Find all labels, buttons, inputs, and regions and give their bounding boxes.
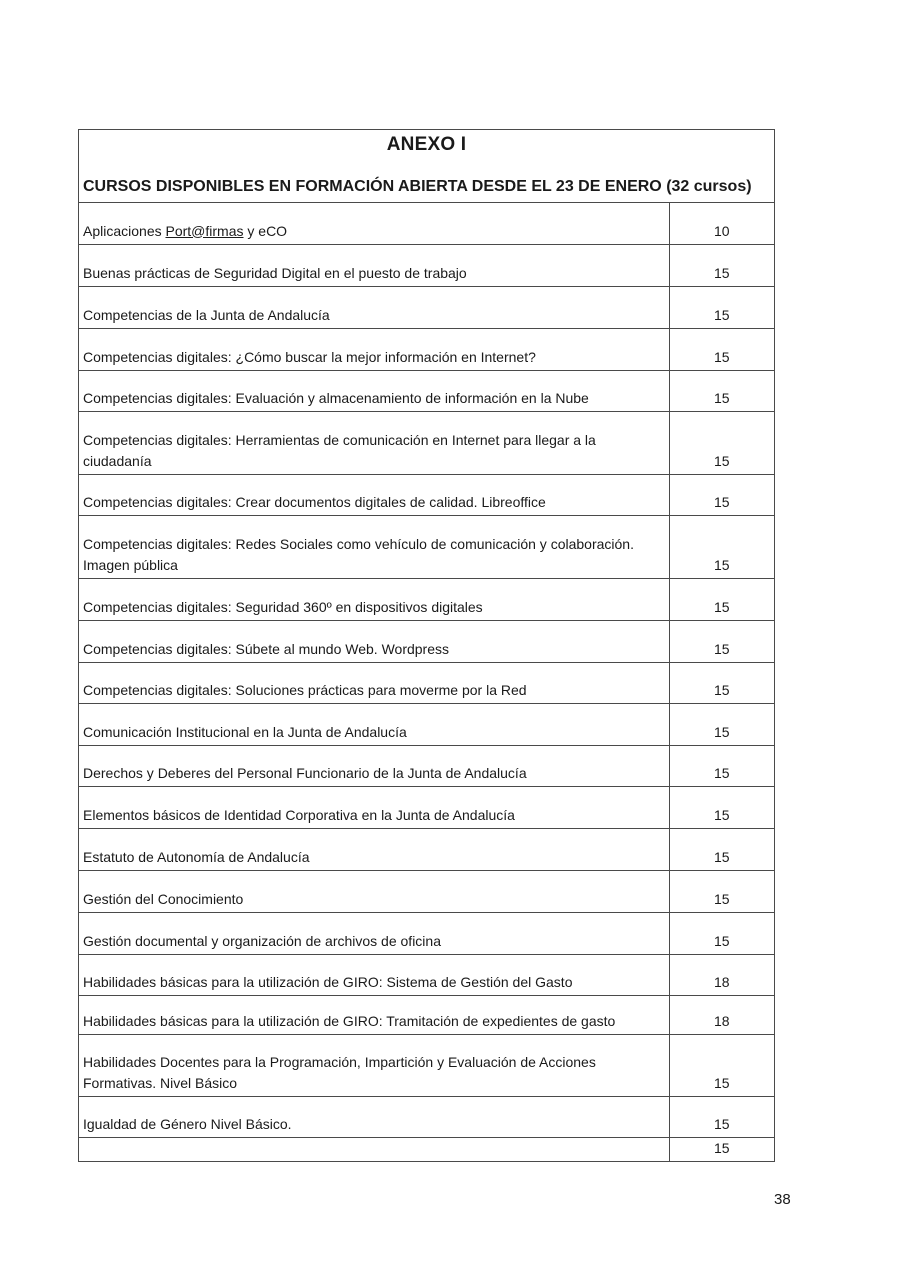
course-hours: 15 [669, 328, 774, 370]
course-hours: 15 [669, 912, 774, 954]
course-name: Competencias digitales: Soluciones prácticas para moverme por la Red [79, 662, 669, 703]
course-hours: 15 [669, 828, 774, 870]
courses-table [79, 203, 774, 1161]
course-name: Habilidades básicas para la utilización de GIRO: Tramitación de expedientes de gasto [79, 995, 669, 1034]
table-row [79, 995, 774, 1034]
course-hours: 18 [669, 995, 774, 1034]
course-name-part: y eCO [243, 222, 288, 239]
table-row [79, 370, 774, 411]
course-name: Habilidades Docentes para la Programación, Impartición y Evaluación de Acciones Formativas. Nivel Básico [79, 1034, 669, 1096]
course-name: Competencias digitales: Redes Sociales como vehículo de comunicación y colaboración. Imagen pública [79, 515, 669, 578]
table-row [79, 474, 774, 515]
course-hours: 15 [669, 620, 774, 662]
annex-table [78, 129, 775, 1162]
table-row [79, 203, 774, 244]
course-hours: 15 [669, 244, 774, 286]
annex-title: ANEXO I [386, 134, 467, 155]
course-name: Competencias digitales: Crear documentos digitales de calidad. Libreoffice [79, 474, 669, 515]
table-row [79, 703, 774, 745]
table-row [79, 411, 774, 474]
course-hours: 15 [669, 703, 774, 745]
course-name: Gestión del Conocimiento [79, 870, 669, 912]
course-name: Competencias de la Junta de Andalucía [79, 286, 669, 328]
course-hours: 18 [669, 954, 774, 995]
course-hours: 10 [669, 203, 774, 244]
course-name [79, 1137, 669, 1161]
table-row [79, 870, 774, 912]
table-row [79, 328, 774, 370]
course-hours: 15 [669, 745, 774, 786]
course-name: Competencias digitales: ¿Cómo buscar la mejor información en Internet? [79, 328, 669, 370]
table-row [79, 244, 774, 286]
course-hours: 15 [669, 515, 774, 578]
course-name: Competencias digitales: Seguridad 360º en dispositivos digitales [79, 578, 669, 620]
course-hours: 15 [669, 286, 774, 328]
course-hours: 15 [669, 411, 774, 474]
course-name: Competencias digitales: Evaluación y almacenamiento de información en la Nube [79, 370, 669, 411]
course-hours: 15 [669, 870, 774, 912]
table-row [79, 745, 774, 786]
table-row [79, 662, 774, 703]
course-name: Elementos básicos de Identidad Corporativa en la Junta de Andalucía [79, 786, 669, 828]
table-row [79, 1034, 774, 1096]
table-row [79, 620, 774, 662]
table-row [79, 1137, 774, 1161]
course-name: Derechos y Deberes del Personal Funcionario de la Junta de Andalucía [79, 745, 669, 786]
table-row [79, 515, 774, 578]
table-row [79, 912, 774, 954]
table-row [79, 578, 774, 620]
table-row [79, 1096, 774, 1137]
course-name: Competencias digitales: Súbete al mundo Web. Wordpress [79, 620, 669, 662]
course-name: Comunicación Institucional en la Junta de Andalucía [79, 703, 669, 745]
course-hours: 15 [669, 662, 774, 703]
course-name: Estatuto de Autonomía de Andalucía [79, 828, 669, 870]
course-name-part: Aplicaciones [83, 222, 166, 239]
page-number: 38 [774, 1191, 791, 1208]
course-name: Competencias digitales: Herramientas de comunicación en Internet para llegar a la ciudadanía [79, 411, 669, 474]
table-row [79, 954, 774, 995]
table-row [79, 786, 774, 828]
course-hours: 15 [669, 474, 774, 515]
course-name: Buenas prácticas de Seguridad Digital en el puesto de trabajo [79, 244, 669, 286]
course-name: Gestión documental y organización de archivos de oficina [79, 912, 669, 954]
course-hours: 15 [669, 578, 774, 620]
table-row [79, 286, 774, 328]
annex-subtitle: CURSOS DISPONIBLES EN FORMACIÓN ABIERTA DESDE EL 23 DE ENERO (32 cursos) [83, 178, 752, 195]
portafirmas-link[interactable]: Port@firmas [165, 222, 244, 239]
course-hours: 15 [669, 1137, 774, 1161]
course-hours: 15 [669, 1034, 774, 1096]
course-name [79, 203, 669, 244]
course-name: Habilidades básicas para la utilización de GIRO: Sistema de Gestión del Gasto [79, 954, 669, 995]
course-name: Igualdad de Género Nivel Básico. [79, 1096, 669, 1137]
table-row [79, 828, 774, 870]
course-hours: 15 [669, 1096, 774, 1137]
course-hours: 15 [669, 370, 774, 411]
course-hours: 15 [669, 786, 774, 828]
annex-header [79, 130, 774, 203]
